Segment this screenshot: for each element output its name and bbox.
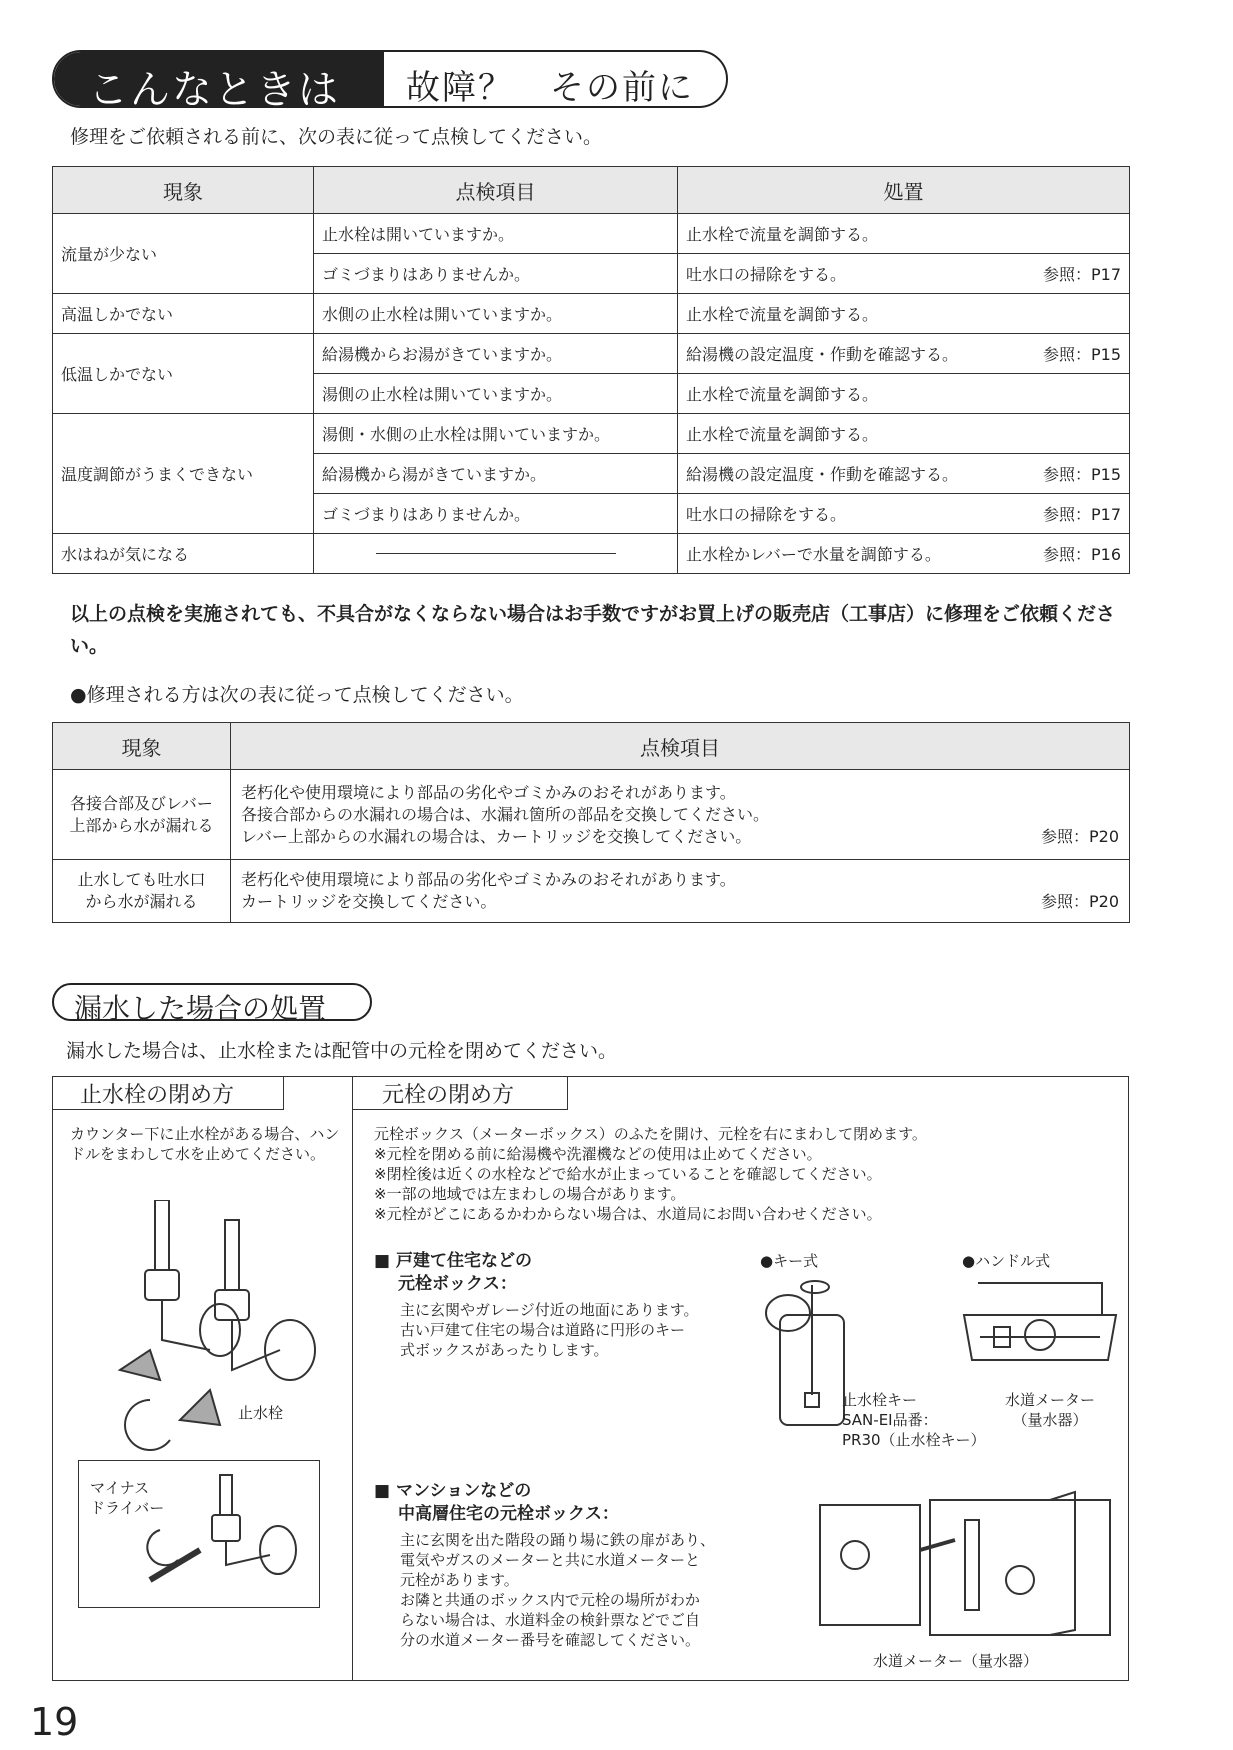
ref-label: 参照：P20: [1040, 826, 1119, 846]
check-cell: 給湯機からお湯がきていますか。: [314, 334, 678, 374]
header-black-part: [54, 52, 384, 106]
tab-main-valve: 元栓の閉め方: [352, 1076, 568, 1110]
dash-line: [376, 553, 616, 554]
action-cell: 給湯機の設定温度・作動を確認する。 参照：P15: [678, 334, 1130, 374]
action-cell: 止水栓で流量を調節する。: [678, 414, 1130, 454]
handle-type-label: ●ハンドル式: [962, 1252, 1051, 1270]
symptom-cell: 止水しても吐水口 から水が漏れる: [53, 860, 231, 923]
action-cell: 止水栓で流量を調節する。: [678, 294, 1130, 334]
page-header: [52, 50, 728, 108]
symptom-cell: 高温しかでない: [53, 294, 314, 334]
key-labels: 止水栓キー SAN-EI品番： PR30（止水栓キー）: [842, 1391, 986, 1449]
ref-label: 参照：P20: [1040, 892, 1119, 911]
check-cell: 水側の止水栓は開いていますか。: [314, 294, 678, 334]
house-box-section: ■ 戸建て住宅などの 元栓ボックス： 主に玄関やガレージ付近の地面にあります。 古い戸建て住宅の場合は道路に円形のキー 式ボックスがあったりします。: [374, 1251, 699, 1359]
symptom-cell: 水はねが気になる: [53, 534, 314, 574]
meter-labels: 水道メーター （量水器）: [1005, 1391, 1096, 1429]
ref-label: 参照：P15: [1042, 345, 1121, 364]
apartment-meter-illustration: [815, 1490, 1115, 1640]
stopcock-text: カウンター下に止水栓がある場合、ハンドルをまわして水を止めてください。: [70, 1125, 340, 1163]
symptom-cell: 低温しかでない: [53, 334, 314, 414]
table-row: [53, 860, 1130, 923]
repair-note: 以上の点検を実施されても、不具合がなくならない場合はお手数ですがお買上げの販売店（工事店）に修理をご依頼ください。: [70, 603, 1116, 657]
action-cell: 給湯機の設定温度・作動を確認する。 参照：P15: [678, 454, 1130, 494]
repairer-table: [52, 722, 1130, 923]
page-number: 19: [30, 1700, 79, 1744]
table-row: [53, 214, 1130, 254]
check-cell: ゴミづまりはありませんか。: [314, 494, 678, 534]
table-row: [53, 414, 1130, 454]
col-header-symptom: 現象: [53, 167, 314, 214]
ref-label: 参照：P15: [1042, 465, 1121, 484]
label-driver: マイナス ドライバー: [90, 1479, 165, 1517]
symptom-cell: 流量が少ない: [53, 214, 314, 294]
table-row: [53, 334, 1130, 374]
ref-label: 参照：P16: [1042, 545, 1121, 564]
key-type-label: ●キー式: [760, 1252, 819, 1270]
check-cell: 止水栓は開いていますか。: [314, 214, 678, 254]
check-cell: 湯側・水側の止水栓は開いていますか。: [314, 414, 678, 454]
intro-text: 修理をご依頼される前に、次の表に従って点検してください。: [70, 126, 603, 148]
table-row: [53, 534, 1130, 574]
table-row: [53, 770, 1130, 860]
action-cell: 吐水口の掃除をする。 参照：P17: [678, 494, 1130, 534]
main-valve-text: 元栓ボックス（メーターボックス）のふたを開け、元栓を右にまわして閉めます。 ※元栓を閉める前に給湯機や洗濯機などの使用は止めてください。 ※閉栓後は近くの水栓などで給水が止まっていることを確認してください。 ※一部の地域では左まわしの場合があります。 ※元栓がどこにあるかわからない場合は、水道局にお問い合わせください。: [374, 1125, 927, 1223]
header-subtitle: 故障？ その前に: [406, 68, 694, 108]
stopcock-illustration: [110, 1200, 350, 1460]
troubleshoot-table: [52, 166, 1130, 574]
apartment-box-section: ■ マンションなどの 中高層住宅の元栓ボックス： 主に玄関を出た階段の踊り場に鉄の扉があり、 電気やガスのメーターと共に水道メーターと 元栓があります。 お隣と共通のボックス内で元栓の場所がわか らない場合は、水道料金の検針票などでご自 分の水道メーター番号を確認してください。: [374, 1481, 716, 1649]
leak-section-title: 漏水した場合の処置: [52, 983, 372, 1021]
apartment-meter-label: 水道メーター（量水器）: [873, 1652, 1039, 1670]
handle-box-illustration: [960, 1275, 1120, 1375]
action-cell: 吐水口の掃除をする。 参照：P17: [678, 254, 1130, 294]
tab-stopcock: 止水栓の閉め方: [52, 1076, 284, 1110]
col-header-symptom: 現象: [53, 723, 231, 770]
header-title: こんなときは: [88, 67, 340, 108]
action-cell: 止水栓で流量を調節する。: [678, 214, 1130, 254]
ref-label: 参照：P17: [1042, 265, 1121, 284]
check-cell: ゴミづまりはありませんか。: [314, 254, 678, 294]
label-stopcock: 止水栓: [238, 1404, 284, 1422]
symptom-cell: 各接合部及びレバー 上部から水が漏れる: [53, 770, 231, 860]
driver-illustration: [140, 1470, 315, 1600]
check-cell-empty: [314, 534, 678, 574]
action-cell: 止水栓で流量を調節する。: [678, 374, 1130, 414]
check-cell: 給湯機から湯がきていますか。: [314, 454, 678, 494]
symptom-cell: 温度調節がうまくできない: [53, 414, 314, 534]
ref-label: 参照：P17: [1042, 505, 1121, 524]
check-cell: 老朽化や使用環境により部品の劣化やゴミかみのおそれがあります。 各接合部からの水漏れの場合は、水漏れ箇所の部品を交換してください。 レバー上部からの水漏れの場合は、カートリッジを交換してください。 参照：P20: [231, 770, 1130, 860]
check-cell: 老朽化や使用環境により部品の劣化やゴミかみのおそれがあります。 カートリッジを交換してください。 参照：P20: [231, 860, 1130, 923]
action-cell: 止水栓かレバーで水量を調節する。 参照：P16: [678, 534, 1130, 574]
table-row: [53, 294, 1130, 334]
col-header-check: 点検項目: [314, 167, 678, 214]
col-header-action: 処置: [678, 167, 1130, 214]
check-cell: 湯側の止水栓は開いていますか。: [314, 374, 678, 414]
box-divider: [352, 1076, 353, 1681]
leak-intro: 漏水した場合は、止水栓または配管中の元栓を閉めてください。: [66, 1040, 618, 1062]
repairer-bullet: ●修理される方は次の表に従って点検してください。: [70, 684, 524, 706]
col-header-check: 点検項目: [231, 723, 1130, 770]
